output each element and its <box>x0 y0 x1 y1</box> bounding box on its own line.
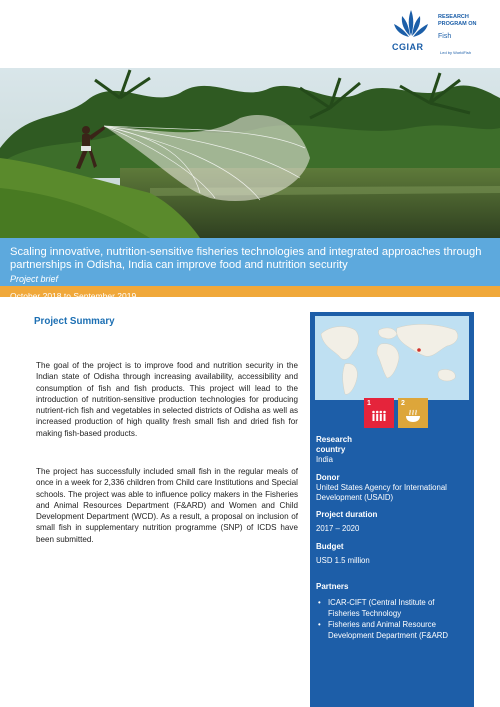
donor-label: Donor <box>316 473 340 482</box>
research-country-label-line2: country <box>316 445 346 454</box>
budget-value: USD 1.5 million <box>316 556 370 565</box>
sdg-1-badge <box>364 398 394 428</box>
list-item: • Fisheries and Animal Resource Development Department (F&ARD <box>318 620 468 641</box>
logo-program-text <box>438 14 477 27</box>
cgiar-leaf-icon <box>388 6 434 62</box>
project-summary-heading: Project Summary <box>34 316 115 327</box>
logo-program-line2: PROGRAM ON <box>438 20 477 27</box>
budget-label: Budget <box>316 542 344 551</box>
logo-program-line1: RESEARCH <box>438 14 469 20</box>
page-header <box>0 0 500 68</box>
summary-paragraph-1: The goal of the project is to improve food and nutrition security in the Indian state of Odisha through increasing availability, accessibility and consumption of fish and fish products. This project will lead to the introduction of nutrition-sensitive production technologies for producing nutrient-rich fish and vegetables in selected districts of Odisha as well as increased production of high quality fresh small fish and dried fish for making fish-based products. <box>36 361 298 438</box>
donor-value: United States Agency for International Development (USAID) <box>316 483 447 502</box>
logo-ledby-text: Led by WorldFish <box>440 50 472 55</box>
logo-cgiar-text: CGIAR <box>392 42 424 52</box>
list-item: • ICAR-CIFT (Central Institute of Fisheries Technology <box>318 598 468 619</box>
food-bowl-icon <box>405 409 421 423</box>
research-country-label <box>316 435 352 455</box>
project-brief-label: Project brief <box>10 274 59 284</box>
hero-photo <box>0 68 500 238</box>
date-band <box>0 286 500 301</box>
title-band <box>0 238 500 286</box>
sdg-2-number: 2 <box>401 400 405 407</box>
project-duration-value: 2017 – 2020 <box>316 524 360 533</box>
summary-paragraph-2: The project has successfully included small fish in the regular meals of once in a week for 2,336 children from Child care Institutions and Special schools. The project was able to influence policy makers in the Fisheries and Animal Resources Department (F&ARD) and Women and Child Development Department (WCD). As a result, a proposal on inclusion of small fish in supplementary nutrition programme (SNP) of ICDS have been submitted. <box>36 467 298 544</box>
project-info-sidebar <box>310 312 474 707</box>
page-title: Scaling innovative, nutrition-sensitive fisheries technologies and integrated approaches through partnerships in Odisha, India can improve food and nutrition security <box>10 246 482 271</box>
project-duration-label: Project duration <box>316 510 378 519</box>
research-country-value: India <box>316 455 333 464</box>
research-country-label-line1: Research <box>316 435 353 444</box>
partners-list <box>318 598 468 642</box>
partners-label: Partners <box>316 582 349 591</box>
sdg-2-badge <box>398 398 428 428</box>
world-map <box>315 316 469 400</box>
logo-fish-text: Fish <box>438 33 452 40</box>
sdg-1-number: 1 <box>367 400 371 407</box>
project-date-range: October 2018 to September 2019 <box>10 291 137 301</box>
cgiar-fish-logo <box>388 6 488 64</box>
people-icon <box>371 409 387 423</box>
